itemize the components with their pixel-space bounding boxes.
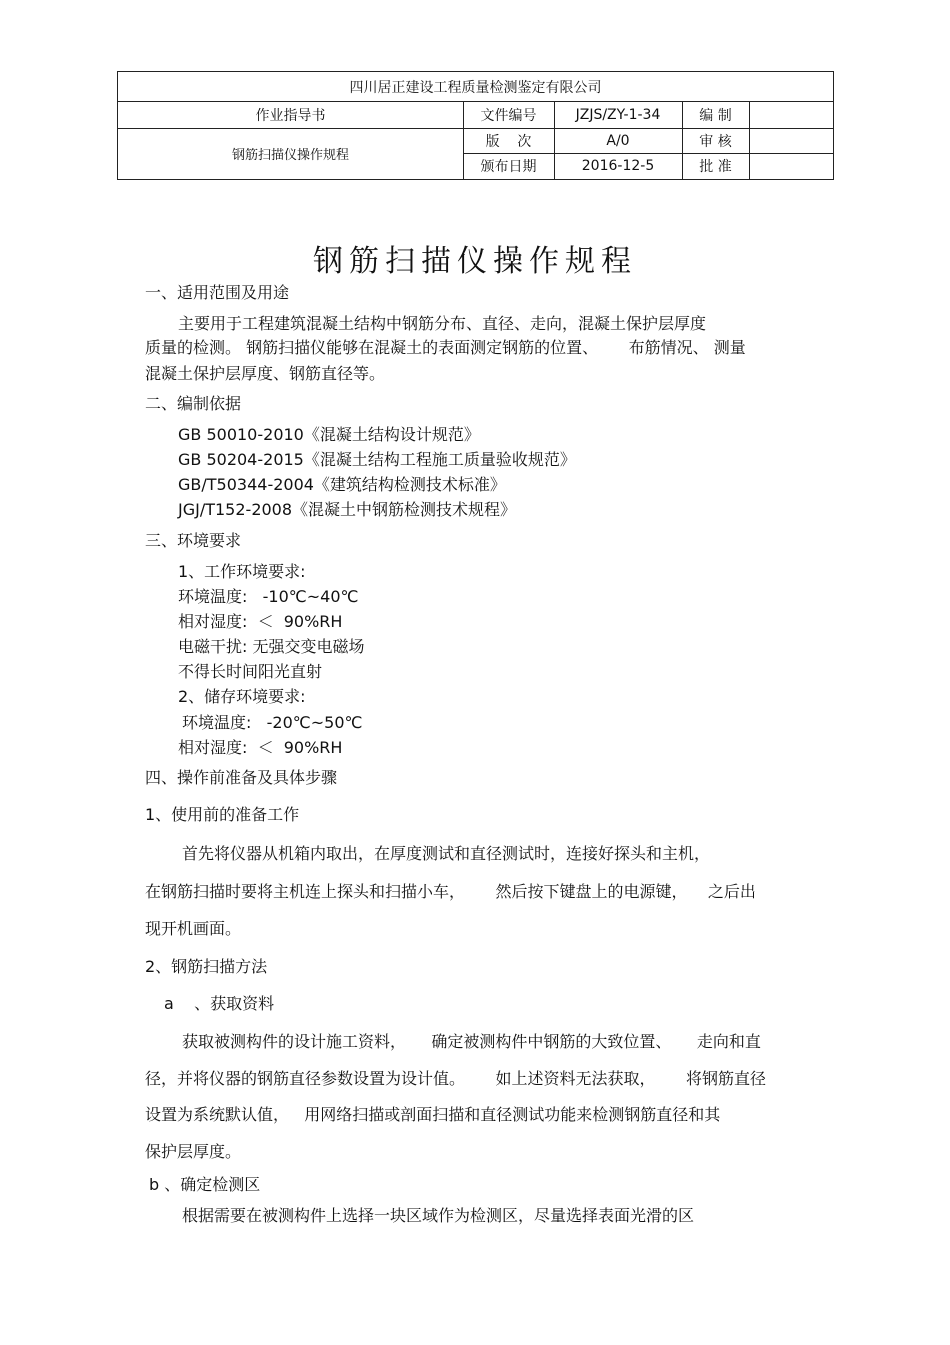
reference-3: GB/T50344-2004《建筑结构检测技术标准》 [178,475,506,494]
section-1-text-line2: 质量的检测。 钢筋扫描仪能够在混凝土的表面测定钢筋的位置、 布筋情况、 测量 [145,338,746,357]
work-env-sun: 不得长时间阳光直射 [178,662,323,681]
storage-env-heading: 2、储存环境要求: [178,687,306,706]
section-4-1-line2: 在钢筋扫描时要将主机连上探头和扫描小车， 然后按下键盘上的电源键， 之后出 [145,882,756,901]
page-title: 钢筋扫描仪操作规程 [313,244,637,279]
reference-2: GB 50204-2015《混凝土结构工程施工质量验收规范》 [178,450,576,469]
work-env-heading: 1、工作环境要求: [178,562,306,581]
section-1-text-line3: 混凝土保护层厚度、钢筋直径等。 [145,364,386,383]
section-1-heading: 一、适用范围及用途 [145,283,290,302]
section-4-2a-line1: 获取被测构件的设计施工资料， 确定被测构件中钢筋的大致位置、 走向和直 [182,1032,761,1051]
section-4-2-heading: 2、钢筋扫描方法 [145,957,268,976]
doc-type: 作业指导书 [255,107,326,124]
company-name: 四川居正建设工程质量检测鉴定有限公司 [349,79,602,96]
section-4-2a-line4: 保护层厚度。 [145,1142,242,1161]
section-4-1-heading: 1、使用前的准备工作 [145,805,300,824]
file-no-label: 文件编号 [480,107,537,124]
section-4-2a-heading: a 、获取资料 [164,994,275,1013]
approve-label: 批 准 [699,159,732,175]
doc-name: 钢筋扫描仪操作规程 [231,148,349,163]
document-header-table [117,71,834,180]
section-4-2b-heading: b 、确定检测区 [149,1175,261,1194]
section-4-2b-line1: 根据需要在被测构件上选择一块区域作为检测区，尽量选择表面光滑的区 [182,1206,695,1225]
version-value: A/0 [606,132,630,149]
edit-label: 编 制 [699,107,732,124]
section-1-text-line1: 主要用于工程建筑混凝土结构中钢筋分布、直径、走向，混凝土保护层厚度 [178,314,707,333]
storage-env-temp: 环境温度: -20℃~50℃ [182,713,363,732]
section-4-heading: 四、操作前准备及具体步骤 [145,768,338,787]
storage-env-humidity: 相对湿度: ＜ 90%RH [178,738,343,757]
file-no-value: JZJS/ZY-1-34 [575,106,661,123]
work-env-temp: 环境温度: -10℃~40℃ [178,587,359,606]
section-4-2a-line3: 设置为系统默认值， 用网络扫描或剖面扫描和直径测试功能来检测钢筋直径和其 [145,1105,721,1124]
reference-4: JGJ/T152-2008《混凝土中钢筋检测技术规程》 [178,500,517,519]
section-4-1-line1: 首先将仪器从机箱内取出，在厚度测试和直径测试时，连接好探头和主机， [182,844,711,863]
version-label: 版 次 [485,133,532,150]
section-2-heading: 二、编制依据 [145,394,242,413]
section-4-2a-line2: 径，并将仪器的钢筋直径参数设置为设计值。 如上述资料无法获取， 将钢筋直径 [145,1069,767,1088]
section-3-heading: 三、环境要求 [145,531,242,550]
work-env-humidity: 相对湿度: ＜ 90%RH [178,612,343,631]
reference-1: GB 50010-2010《混凝土结构设计规范》 [178,425,480,444]
review-label: 审 核 [699,133,732,150]
date-value: 2016-12-5 [581,158,655,174]
section-4-1-line3: 现开机画面。 [145,919,242,938]
date-label: 颁布日期 [480,159,537,175]
work-env-em: 电磁干扰: 无强交变电磁场 [178,637,365,656]
